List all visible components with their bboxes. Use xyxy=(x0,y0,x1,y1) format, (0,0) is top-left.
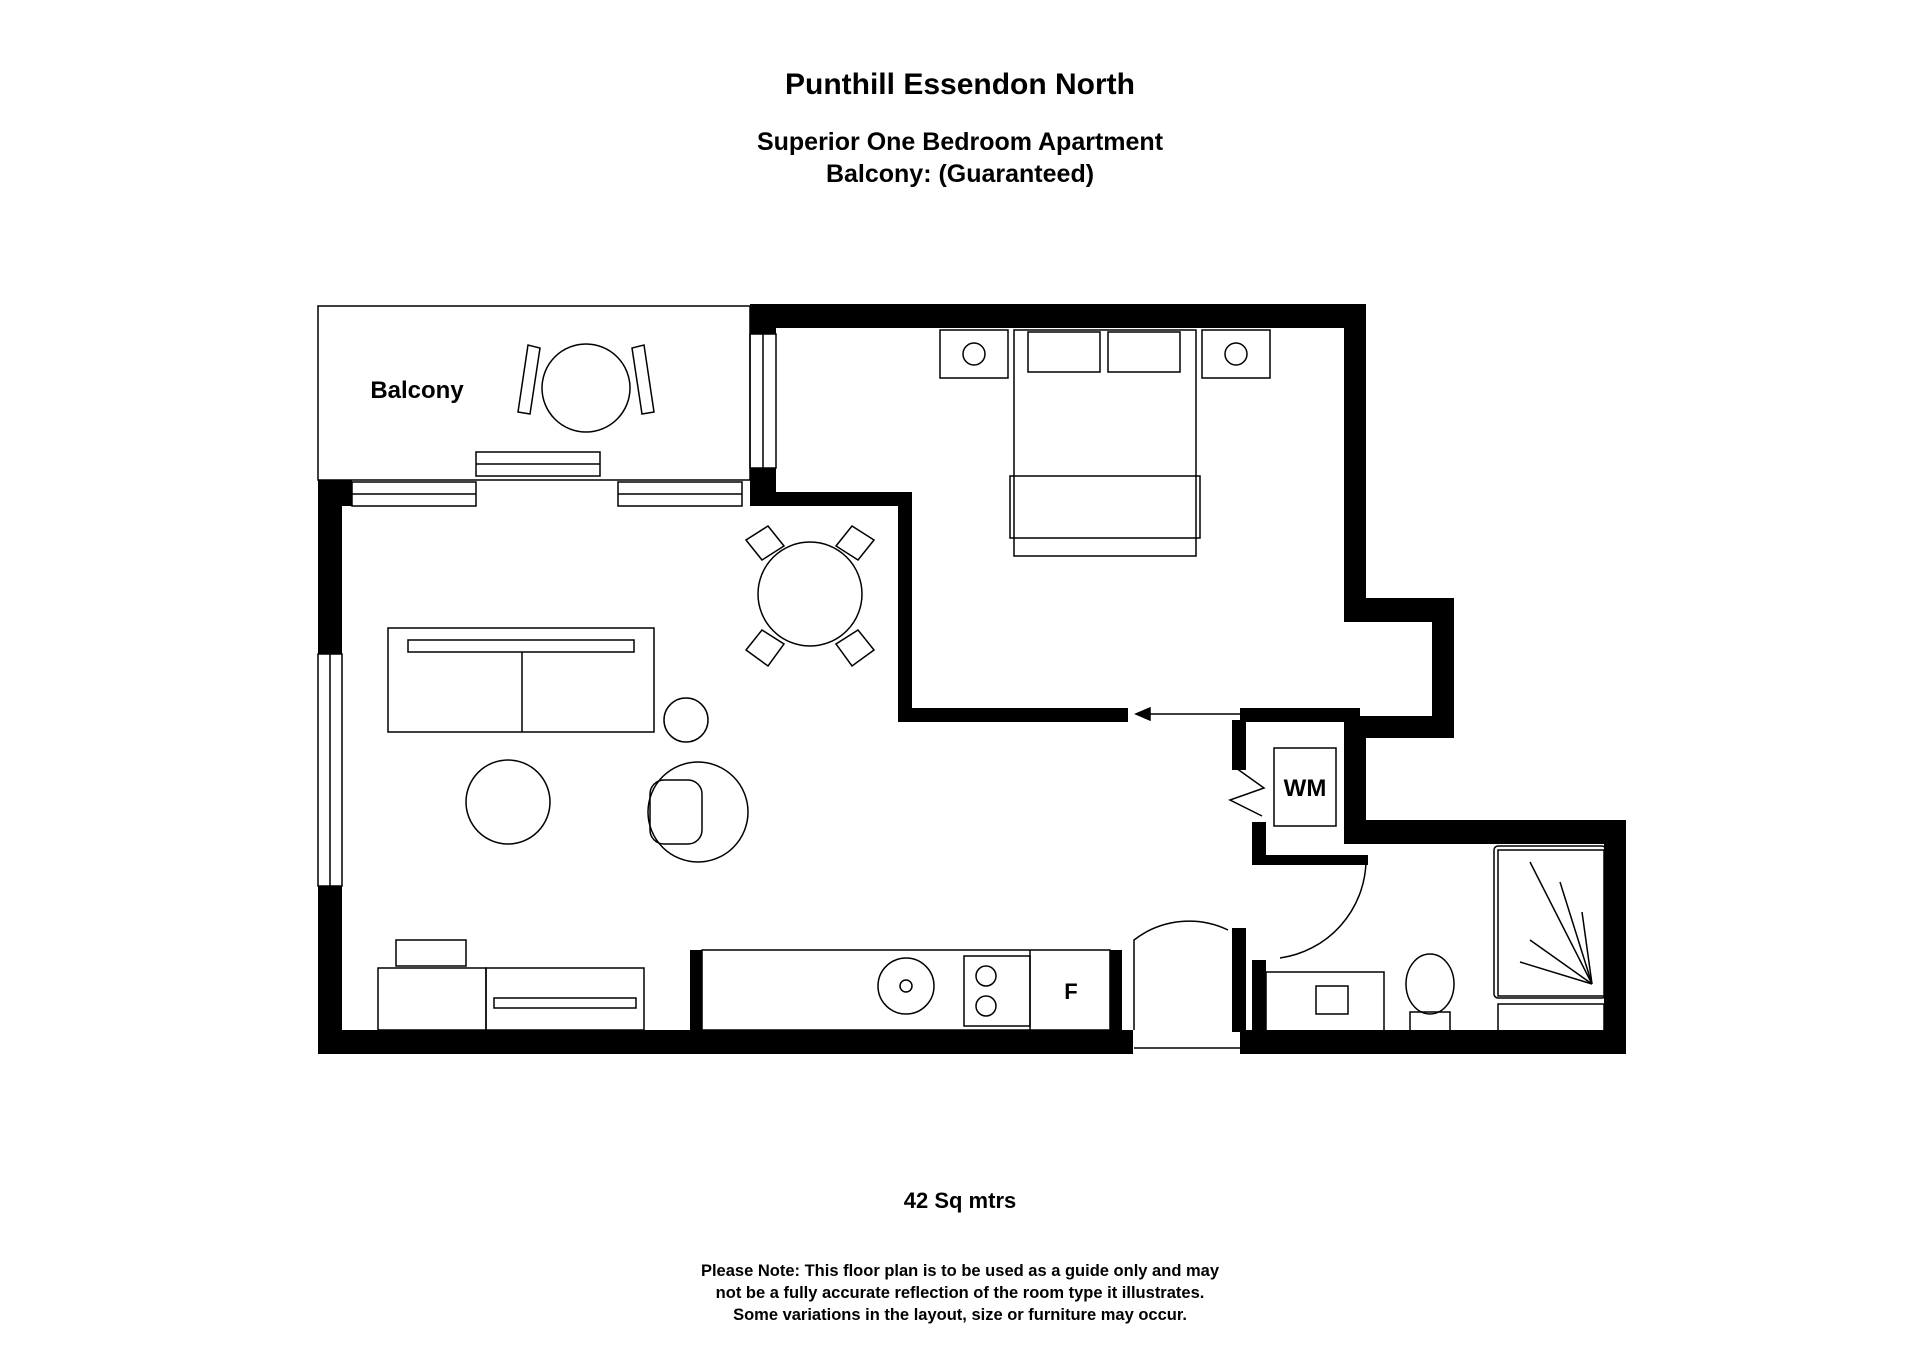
laundry-door xyxy=(1230,768,1264,816)
toilet xyxy=(1406,954,1454,1014)
fixtures xyxy=(318,306,1606,1048)
disclaimer-line: not be a fully accurate reflection of the room type it illustrates. xyxy=(715,1284,1205,1302)
balcony-label: Balcony xyxy=(370,377,464,404)
washing-machine-label: WM xyxy=(1283,775,1327,802)
armchair xyxy=(648,762,748,862)
bath-shelf xyxy=(1498,1004,1604,1032)
kitchen-bench xyxy=(702,950,1110,1030)
balcony-table xyxy=(542,344,630,432)
sofa xyxy=(388,628,654,732)
pillow-right xyxy=(1108,332,1180,372)
walls xyxy=(318,304,1626,1054)
desk xyxy=(378,968,486,1030)
disclaimer-line: Please Note: This floor plan is to be used as a guide only and may xyxy=(700,1262,1220,1280)
bed xyxy=(1014,330,1196,556)
room-type: Superior One Bedroom Apartment xyxy=(756,128,1164,156)
vanity xyxy=(1266,972,1384,1032)
bedside-table-left xyxy=(940,330,1008,378)
pillow-left xyxy=(1028,332,1100,372)
disclaimer-line: Some variations in the layout, size or furniture may occur. xyxy=(733,1306,1187,1324)
balcony-guarantee: Balcony: (Guaranteed) xyxy=(825,160,1095,188)
bedside-table-right xyxy=(1202,330,1270,378)
dining-chair xyxy=(746,526,784,560)
floor-area: 42 Sq mtrs xyxy=(903,1188,1017,1213)
desk-chair xyxy=(396,940,466,966)
balcony-chair-right xyxy=(632,345,654,414)
side-table xyxy=(664,698,708,742)
shower xyxy=(1498,850,1604,996)
sink xyxy=(878,958,934,1014)
dining-chair xyxy=(836,526,874,560)
coffee-table xyxy=(466,760,550,844)
tv-unit xyxy=(486,968,644,1030)
entry-door xyxy=(1134,921,1228,1030)
plan-title: Punthill Essendon North xyxy=(785,68,1135,101)
dining-table xyxy=(758,542,862,646)
balcony-chair-left xyxy=(518,345,540,414)
bathroom-door xyxy=(1266,862,1366,958)
cooktop xyxy=(964,956,1030,1026)
fridge-label: F xyxy=(1064,979,1078,1004)
